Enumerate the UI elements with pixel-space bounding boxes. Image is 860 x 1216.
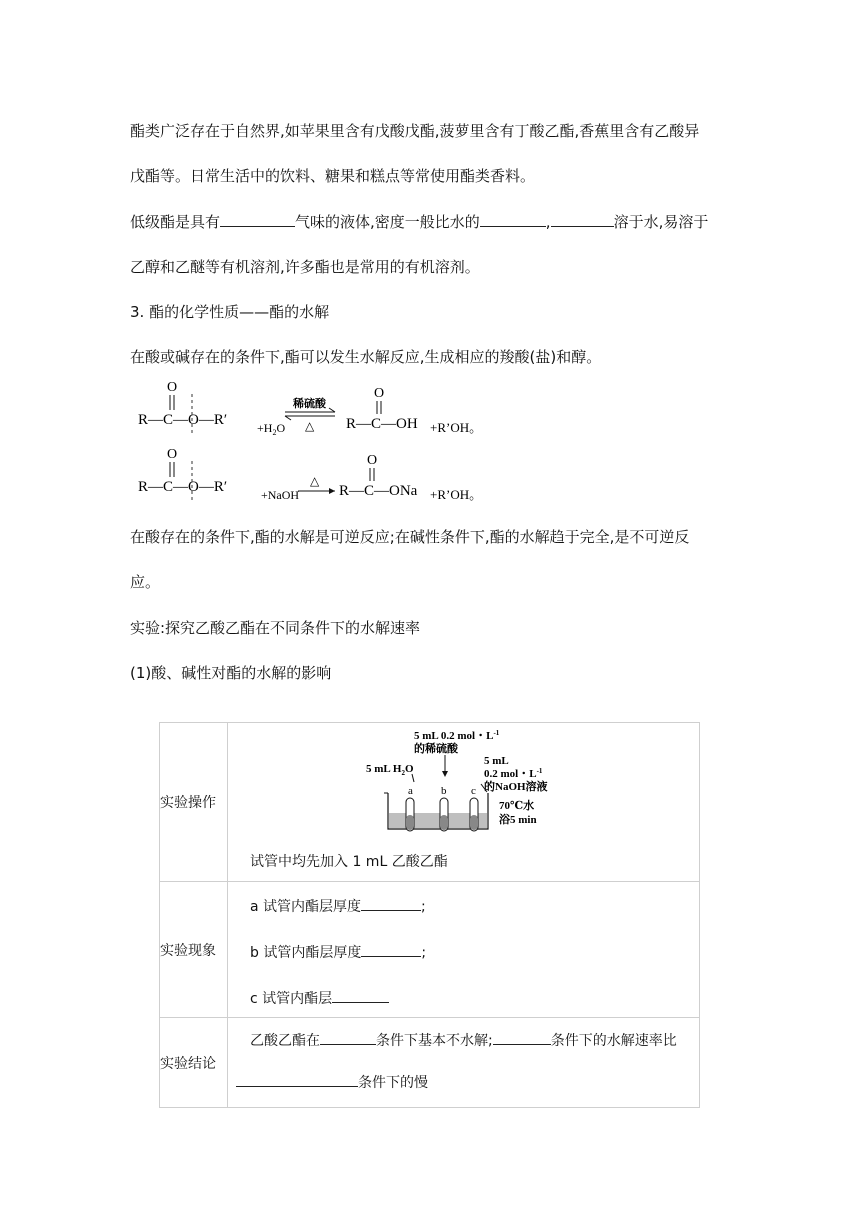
blank-condition-1[interactable]: [320, 1030, 376, 1045]
blank-c-layer[interactable]: [332, 988, 389, 1003]
paragraph-esters-nature-line1: 酯类广泛存在于自然界,如苹果里含有戊酸戊酯,菠萝里含有丁酸乙酯,香蕉里含有乙酸异: [130, 122, 700, 140]
text-segment: 气味的液体,密度一般比水的: [295, 213, 480, 231]
ester-formula: R—C—O—R′: [138, 479, 228, 495]
alcohol-formula: +R’OH。: [430, 420, 483, 435]
naoh-reagent-label: 的NaOH溶液: [484, 781, 548, 793]
test-tube-b-liquid: [440, 815, 448, 830]
text-segment: 溶于水,易溶于: [613, 213, 709, 231]
row-header-operation: 实验操作: [160, 723, 228, 882]
conclusion-line1: [236, 1030, 699, 1050]
phenomenon-b: [250, 942, 699, 962]
heat-symbol: △: [305, 419, 315, 433]
text-segment: 乙酸乙酯在: [250, 1033, 320, 1049]
test-tube-diagram: [364, 727, 564, 837]
blank-b-thickness[interactable]: [361, 942, 421, 957]
blank-a-thickness[interactable]: [361, 896, 421, 911]
water-reagent-label: 5 mL $H_2O$: [366, 763, 414, 777]
water-formula: $+H_2O$: [257, 421, 286, 437]
paragraph-hydrolysis: 在酸或碱存在的条件下,酯可以发生水解反应,生成相应的羧酸(盐)和醇。: [130, 348, 602, 366]
alcohol-formula: +R’OH。: [430, 487, 483, 502]
section-heading: 3. 酯的化学性质——酯的水解: [130, 303, 330, 321]
acid-reagent-label: 的稀硫酸: [414, 743, 458, 755]
paragraph-reversibility-line2: 应。: [130, 573, 161, 591]
carbonyl-oxygen: O: [374, 386, 385, 401]
conclusion-line2: [236, 1072, 699, 1092]
operation-cell: [228, 723, 700, 882]
carbonyl-oxygen: O: [167, 380, 178, 395]
experiment-subtitle: (1)酸、碱性对酯的水解的影响: [130, 664, 332, 682]
blank-condition-3[interactable]: [236, 1072, 358, 1087]
carbonyl-oxygen: O: [167, 447, 178, 462]
table-row-operation: [160, 723, 700, 882]
text-segment: 低级酯是具有: [130, 213, 221, 231]
text-segment: 条件下基本不水解;: [376, 1033, 493, 1049]
tube-label-a: a: [408, 785, 413, 797]
text-segment: ;: [421, 945, 427, 961]
blank-smell[interactable]: [220, 212, 295, 227]
blank-condition-2[interactable]: [493, 1030, 551, 1045]
heat-symbol: △: [310, 474, 320, 488]
blank-density[interactable]: [480, 212, 546, 227]
text-segment: ,: [545, 213, 551, 231]
text-segment: ;: [421, 899, 426, 915]
paragraph-esters-nature-line2: 戊酯等。日常生活中的饮料、糖果和糕点等常使用酯类香料。: [130, 167, 536, 185]
acid-reagent-label: 5 mL 0.2 mol・$L^{-1}$: [414, 729, 500, 742]
text-segment: b 试管内酯层厚度: [250, 945, 362, 961]
reaction-arrow-head: [329, 488, 335, 494]
naoh-formula: +NaOH: [261, 488, 300, 502]
tube-label-b: b: [441, 785, 447, 797]
equation-base-hydrolysis: [130, 443, 520, 505]
conclusion-cell: [228, 1018, 700, 1108]
tube-label-c: c: [471, 785, 476, 797]
phenomenon-c: [250, 988, 699, 1008]
paragraph-reversibility-line1: 在酸存在的条件下,酯的水解是可逆反应;在碱性条件下,酯的水解趋于完全,是不可逆反: [130, 528, 690, 546]
pointer-arrowhead: [442, 771, 448, 777]
paragraph-low-esters-line1: [130, 211, 708, 232]
blank-solubility[interactable]: [551, 212, 614, 227]
text-segment: 条件下的水解速率比: [550, 1033, 677, 1049]
text-segment: a 试管内酯层厚度: [250, 899, 362, 915]
acid-formula: R—C—OH: [346, 416, 418, 432]
naoh-reagent-label: 5 mL: [484, 755, 509, 767]
operation-note: 试管中均先加入 1 mL 乙酸乙酯: [250, 854, 448, 870]
pointer-line: [412, 774, 414, 782]
row-header-conclusion: 实验结论: [160, 1018, 228, 1108]
table-row-conclusion: [160, 1018, 700, 1108]
table-row-phenomenon: [160, 882, 700, 1018]
forward-arrow-head: [329, 408, 335, 412]
paragraph-low-esters-line2: 乙醇和乙醚等有机溶剂,许多酯也是常用的有机溶剂。: [130, 258, 480, 276]
bath-label: 浴5 min: [499, 814, 537, 826]
text-segment: 条件下的慢: [358, 1075, 428, 1091]
ester-formula: R—C—O—R′: [138, 412, 228, 428]
text-segment: c 试管内酯层: [250, 991, 333, 1007]
row-header-phenomenon: 实验现象: [160, 882, 228, 1018]
test-tube-c-liquid: [470, 815, 478, 830]
salt-formula: R—C—ONa: [339, 483, 418, 499]
experiment-title: 实验:探究乙酸乙酯在不同条件下的水解速率: [130, 619, 421, 637]
bath-label: 70℃水: [499, 800, 535, 812]
test-tube-a-liquid: [406, 815, 414, 830]
catalyst-label: 稀硫酸: [293, 398, 326, 410]
equation-acid-hydrolysis: [130, 376, 520, 438]
naoh-reagent-label: 0.2 mol・$L^{-1}$: [484, 767, 543, 780]
experiment-table: [159, 722, 700, 1108]
phenomenon-cell: [228, 882, 700, 1018]
reverse-arrow-head: [285, 416, 291, 420]
phenomenon-a: [250, 896, 699, 916]
carbonyl-oxygen: O: [367, 453, 378, 468]
